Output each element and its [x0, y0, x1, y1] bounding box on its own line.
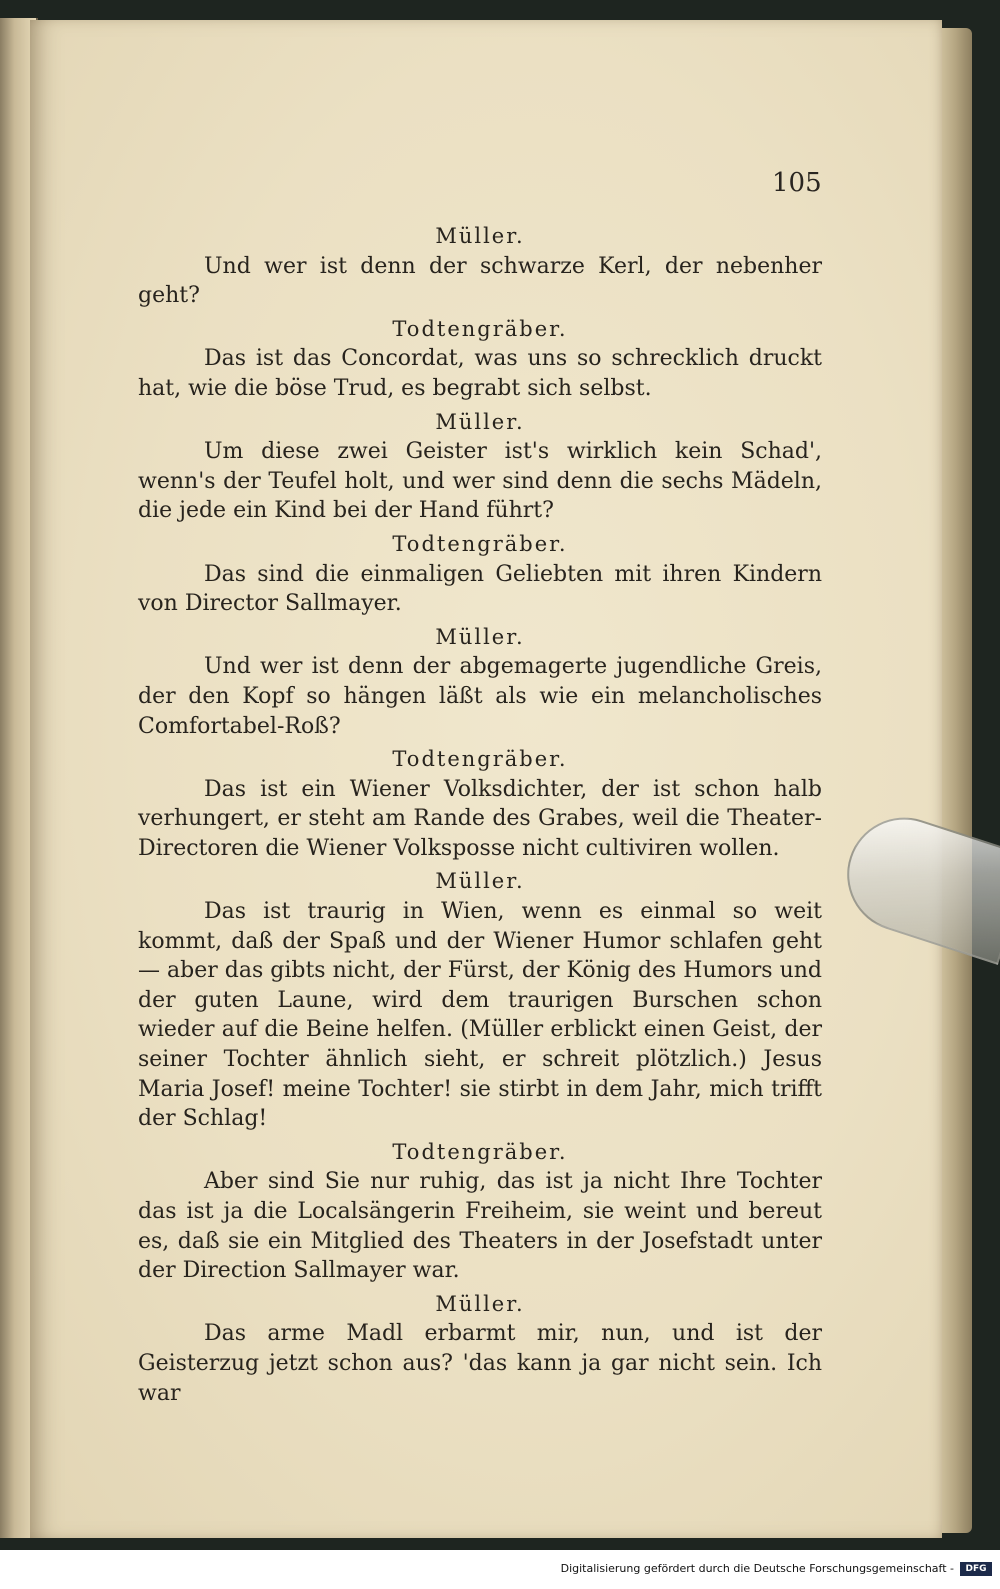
- speaker-label: Müller.: [435, 869, 525, 894]
- speech-paragraph: Um diese zwei Geister ist's wirklich kein Schad', wenn's der Teufel holt, und wer sind denn die sechs Mädeln, die jede ein Kind bei der Hand führt?: [138, 439, 822, 524]
- speech-paragraph: Das ist ein Wiener Volksdichter, der ist schon halb verhungert, er steht am Rande des Grabes, weil die Theater-Directoren die Wiener Volksposse nicht cultiviren wollen.: [138, 776, 822, 861]
- speaker-label: Müller.: [435, 1291, 525, 1316]
- speaker-label: Todtengräber.: [392, 747, 568, 772]
- speech-paragraph: Und wer ist denn der abgemagerte jugendliche Greis, der den Kopf so hängen läßt als wie ein melancholisches Comfortabel-Roß?: [138, 654, 822, 739]
- speaker-label: Todtengräber.: [392, 316, 568, 341]
- page-number: 105: [772, 168, 822, 198]
- speech-paragraph: Das arme Madl erbarmt mir, nun, und ist der Geisterzug jetzt schon aus? 'das kann ja gar nicht sein. Ich war: [138, 1321, 822, 1406]
- speech-paragraph: Und wer ist denn der schwarze Kerl, der nebenher geht?: [138, 253, 822, 309]
- speaker-label: Müller.: [435, 624, 525, 649]
- speaker-label: Todtengräber.: [392, 531, 568, 556]
- text-block: [138, 222, 822, 1412]
- speech-paragraph: Das ist traurig in Wien, wenn es einmal so weit kommt, daß der Spaß und der Wiener Humor schlafen geht — aber das gibts nicht, der Fürst, der König des Humors und der guten Laune, wird dem traurigen Burschen schon wieder auf die Beine helfen. (Müller erblickt einen Geist, der seiner Tochter ähnlich sieht, er schreit plötzlich.) Jesus Maria Josef! meine Tochter! sie stirbt in dem Jahr, mich trifft der Schlag!: [138, 899, 822, 1132]
- speaker-label: Todtengräber.: [392, 1139, 568, 1164]
- dfg-logo-icon: DFG: [960, 1562, 992, 1576]
- speaker-label: Müller.: [435, 224, 525, 248]
- footer-credit: Digitalisierung gefördert durch die Deutsche Forschungsgemeinschaft -: [560, 1562, 954, 1575]
- speech-paragraph: Das sind die einmaligen Geliebten mit ihren Kindern von Director Sallmayer.: [138, 561, 822, 617]
- speech-paragraph: Das ist das Concordat, was uns so schrecklich druckt hat, wie die böse Trud, es begrabt sich selbst.: [138, 346, 822, 401]
- speech-paragraph: Aber sind Sie nur ruhig, das ist ja nicht Ihre Tochter das ist ja die Localsängerin Freiheim, sie weint und bereut es, daß sie ein Mitglied des Theaters in der Josefstadt unter der Direction Sallmayer war.: [138, 1169, 822, 1284]
- speaker-label: Müller.: [435, 409, 525, 434]
